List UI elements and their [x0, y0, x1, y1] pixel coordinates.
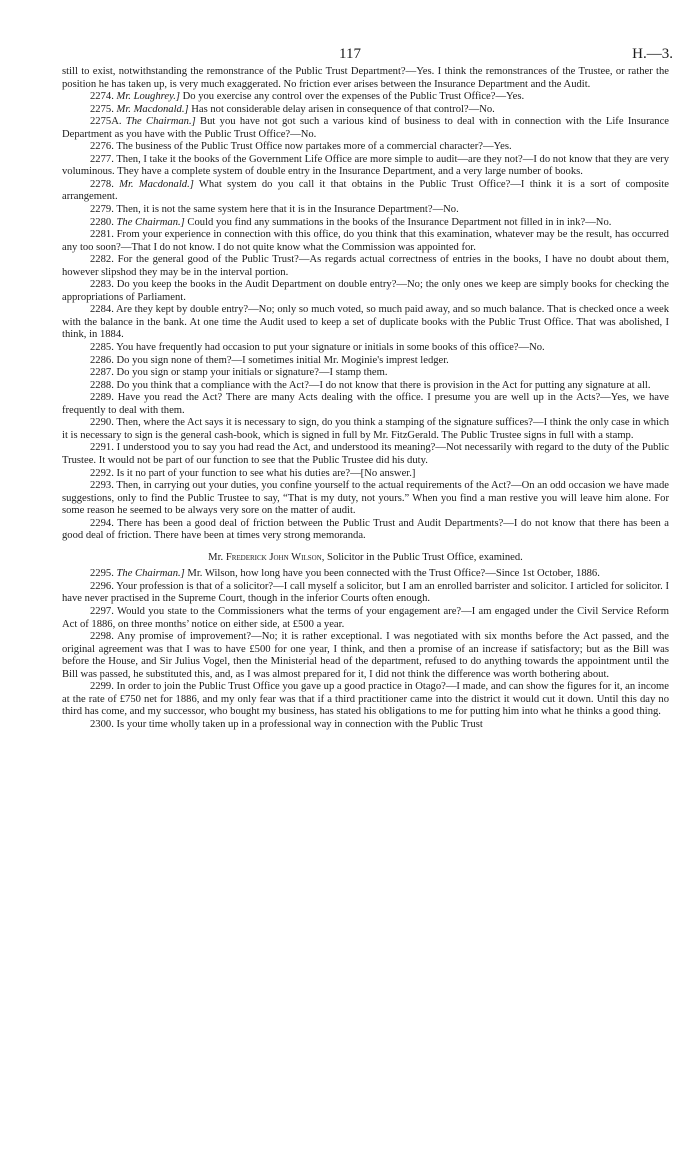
paragraph-text: Do you think that a compliance with the Act?—I do not know that there is provision in the Act for putting any signature at all.	[116, 379, 651, 391]
speaker: Mr. Loughrey.]	[116, 91, 180, 103]
paragraph-text: still to exist, notwithstanding the remonstrance of the Public Trust Department?—Yes. I think the remonstrances of the Trustee, or rather the position he has taken up, is very much exaggerated. No friction ever arises between the Insurance Department and the Audit.	[62, 66, 669, 90]
evidence-section-1	[62, 66, 669, 543]
question-number: 2288.	[90, 379, 114, 391]
question-paragraph	[62, 380, 669, 393]
question-paragraph	[62, 154, 669, 179]
paragraph-text: Do you keep the books in the Audit Department on double entry?—No; the only ones we keep are simply books for checking the appropriations of Parliament.	[62, 279, 669, 303]
question-paragraph	[62, 204, 669, 217]
question-paragraph	[62, 355, 669, 368]
question-paragraph	[62, 229, 669, 254]
question-number: 2298.	[90, 631, 114, 643]
question-number: 2296.	[90, 580, 114, 592]
question-paragraph	[62, 442, 669, 467]
paragraph-text: You have frequently had occasion to put your signature or initials in some books of this office?—No.	[116, 342, 545, 354]
question-number: 2290.	[90, 417, 114, 429]
question-paragraph	[62, 518, 669, 543]
paragraph-text: I understood you to say you had read the Act, and understood its meaning?—Not necessarily with regard to the duty of the Public Trustee. It would not be part of our function to see that the Public Trustee did his duty.	[62, 442, 669, 466]
paragraph-text: Your profession is that of a solicitor?—I call myself a solicitor, but I am an enrolled barrister and solicitor. I articled for solicitor. I have never practised in the Supreme Court, though in the inferior Courts often enough.	[62, 580, 669, 605]
question-number: 2299.	[90, 681, 114, 693]
paragraph-text: For the general good of the Public Trust?—As regards actual correctness of entries in the books, I have no doubt about them, however slipshod they may be in the interval portion.	[62, 254, 669, 278]
question-number: 2278.	[90, 178, 114, 190]
question-paragraph	[62, 681, 669, 719]
paragraph-text: Any promise of improvement?—No; it is rather exceptional. I was negotiated with six months before the Act passed, and the original agreement was that I was to have £500 for one year, I think, and then a promise of an increase if satisfactory; but as the Bill was before the House, and Sir Julius Vogel, then the Ministerial head of the department, refused to do anything towards the appointment until the Bill was passed, he substituted this, and, as I was almost prepared for it, I did not think the difference was worth bothering about.	[62, 631, 669, 680]
question-number: 2285.	[90, 342, 114, 354]
question-number: 2275.	[90, 103, 114, 115]
paragraph-text: Have you read the Act? There are many Acts dealing with the office. I presume you are well up in the Acts?—Yes, we have frequently to deal with them.	[62, 392, 669, 416]
question-number: 2294.	[90, 517, 114, 529]
paragraph-text: Has not considerable delay arisen in consequence of that control?—No.	[188, 103, 495, 115]
paragraph-text: Could you find any summations in the books of the Insurance Department not filled in in ink?—No.	[184, 216, 612, 228]
paragraph-text: Then, I take it the books of the Government Life Office are more simple to audit—are they not?—I do not know that they are very voluminous. They have a complete system of double entry in the Insurance Department, and a very large number of books.	[62, 153, 669, 178]
question-paragraph	[62, 468, 669, 481]
question-paragraph	[62, 719, 669, 732]
paragraph-text: In order to join the Public Trust Office you gave up a good practice in Otago?—I made, and can show the figures for it, an income at the rate of £750 net for 1886, and my only fear was that if a third practitioner came into the district it would cut it down. Until this day no third has come, and my successor, who bought my business, has stated his obligations to me for putting him into what he thinks a good thing.	[62, 681, 669, 718]
body-text	[62, 66, 669, 731]
question-number: 2293.	[90, 480, 114, 492]
paragraph-text: Is your time wholly taken up in a professional way in connection with the Public Trust	[116, 718, 483, 730]
question-number: 2282.	[90, 254, 114, 266]
question-number: 2277.	[90, 153, 114, 165]
evidence-section-2	[62, 568, 669, 731]
question-paragraph	[62, 568, 669, 581]
question-number: 2291.	[90, 442, 114, 454]
question-number: 2297.	[90, 605, 114, 617]
question-paragraph	[62, 631, 669, 681]
paragraph-text: There has been a good deal of friction between the Public Trust and Audit Departments?—I do not know that there has been a good deal of friction. There have been at times very strong memoranda.	[62, 517, 669, 542]
question-number: 2280.	[90, 216, 114, 228]
witness-heading: Mr. Frederick John Wilson, Solicitor in the Public Trust Office, examined.	[208, 551, 523, 563]
question-paragraph	[62, 179, 669, 204]
question-paragraph	[62, 480, 669, 518]
speaker: The Chairman.]	[125, 116, 196, 128]
question-paragraph	[62, 254, 669, 279]
speaker: The Chairman.]	[116, 568, 185, 580]
paragraph-text: But you have not got such a various kind of business to deal with in connection with the Life Insurance Department as you have with the Public Trust Office?—No.	[62, 116, 669, 140]
question-paragraph	[62, 581, 669, 606]
question-paragraph	[62, 367, 669, 380]
question-number: 2295.	[90, 568, 114, 580]
paragraph-text: From your experience in connection with this office, do you think that this examination, whatever may be the result, has occurred any too soon?—That I do not know. I do not quite know what the Commission was appointed for.	[62, 229, 669, 253]
paragraph-text: The business of the Public Trust Office now partakes more of a commercial character?—Yes.	[116, 141, 512, 153]
question-number: 2274.	[90, 91, 114, 103]
question-number: 2289.	[90, 392, 114, 404]
question-paragraph	[62, 417, 669, 442]
question-number: 2292.	[90, 467, 114, 479]
paragraph-text: Would you state to the Commissioners what the terms of your engagement are?—I am engaged under the Civil Service Reform Act of 1886, on three months’ notice on either side, at £500 a year.	[62, 605, 669, 630]
paragraph-text: Is it no part of your function to see what his duties are?—[No answer.]	[116, 467, 416, 479]
speaker: Mr. Macdonald.]	[119, 178, 194, 190]
question-number: 2279.	[90, 204, 114, 216]
continued-paragraph	[62, 66, 669, 91]
witness-name: Frederick John Wilson	[225, 551, 322, 563]
question-paragraph	[62, 392, 669, 417]
page-number: 117	[339, 46, 361, 62]
question-number: 2276.	[90, 141, 114, 153]
question-paragraph	[62, 342, 669, 355]
paragraph-text: Do you sign or stamp your initials or signature?—I stamp them.	[116, 367, 388, 379]
question-number: 2275A.	[90, 116, 122, 128]
question-number: 2281.	[90, 229, 114, 241]
question-paragraph	[62, 217, 669, 230]
paragraph-text: Mr. Wilson, how long have you been connected with the Trust Office?—Since 1st October, 1886.	[184, 568, 600, 580]
paragraph-text: Do you exercise any control over the expenses of the Public Trust Office?—Yes.	[179, 91, 525, 103]
paragraph-text: Then, where the Act says it is necessary to sign, do you think a stamping of the signature suffices?—I think the only case in which it is necessary to sign is the general cash-book, which is signed in full by Mr. FitzGerald. The Public Trustee signs in full with a stamp.	[62, 417, 669, 441]
question-number: 2284.	[90, 304, 114, 316]
speaker: The Chairman.]	[116, 216, 185, 228]
paragraph-text: What system do you call it that obtains in the Public Trust Office?—I think it is a sort of composite arrangement.	[62, 178, 669, 203]
speaker: Mr. Macdonald.]	[116, 103, 189, 115]
question-number: 2283.	[90, 279, 114, 291]
paragraph-text: Are they kept by double entry?—No; only so much voted, so much paid away, and so much balance. That is checked once a week with the balance in the bank. At one time the Audit used to keep a set of duplicate books with the Public Trust Office. That was abolished, I think, in 1884.	[62, 304, 669, 341]
question-paragraph	[62, 304, 669, 342]
question-number: 2286.	[90, 354, 114, 366]
question-paragraph	[62, 116, 669, 141]
question-number: 2300.	[90, 718, 114, 730]
question-paragraph	[62, 141, 669, 154]
paragraph-text: Do you sign none of them?—I sometimes initial Mr. Moginie's imprest ledger.	[116, 354, 449, 366]
paragraph-text: Then, in carrying out your duties, you confine yourself to the actual requirements of the Act?—On an odd occasion we have made suggestions, only to find the Public Trustee to say, “That is my duty, not yours.” When you find a man restive you will leave him alone. For some reason he seemed to be always very sore on the matter of audit.	[62, 480, 669, 517]
question-paragraph	[62, 606, 669, 631]
paragraph-text: Then, it is not the same system here that it is in the Insurance Department?—No.	[116, 204, 459, 216]
question-paragraph	[62, 91, 669, 104]
page-code: H.—3.	[632, 46, 673, 62]
question-paragraph	[62, 279, 669, 304]
question-number: 2287.	[90, 367, 114, 379]
question-paragraph	[62, 104, 669, 117]
